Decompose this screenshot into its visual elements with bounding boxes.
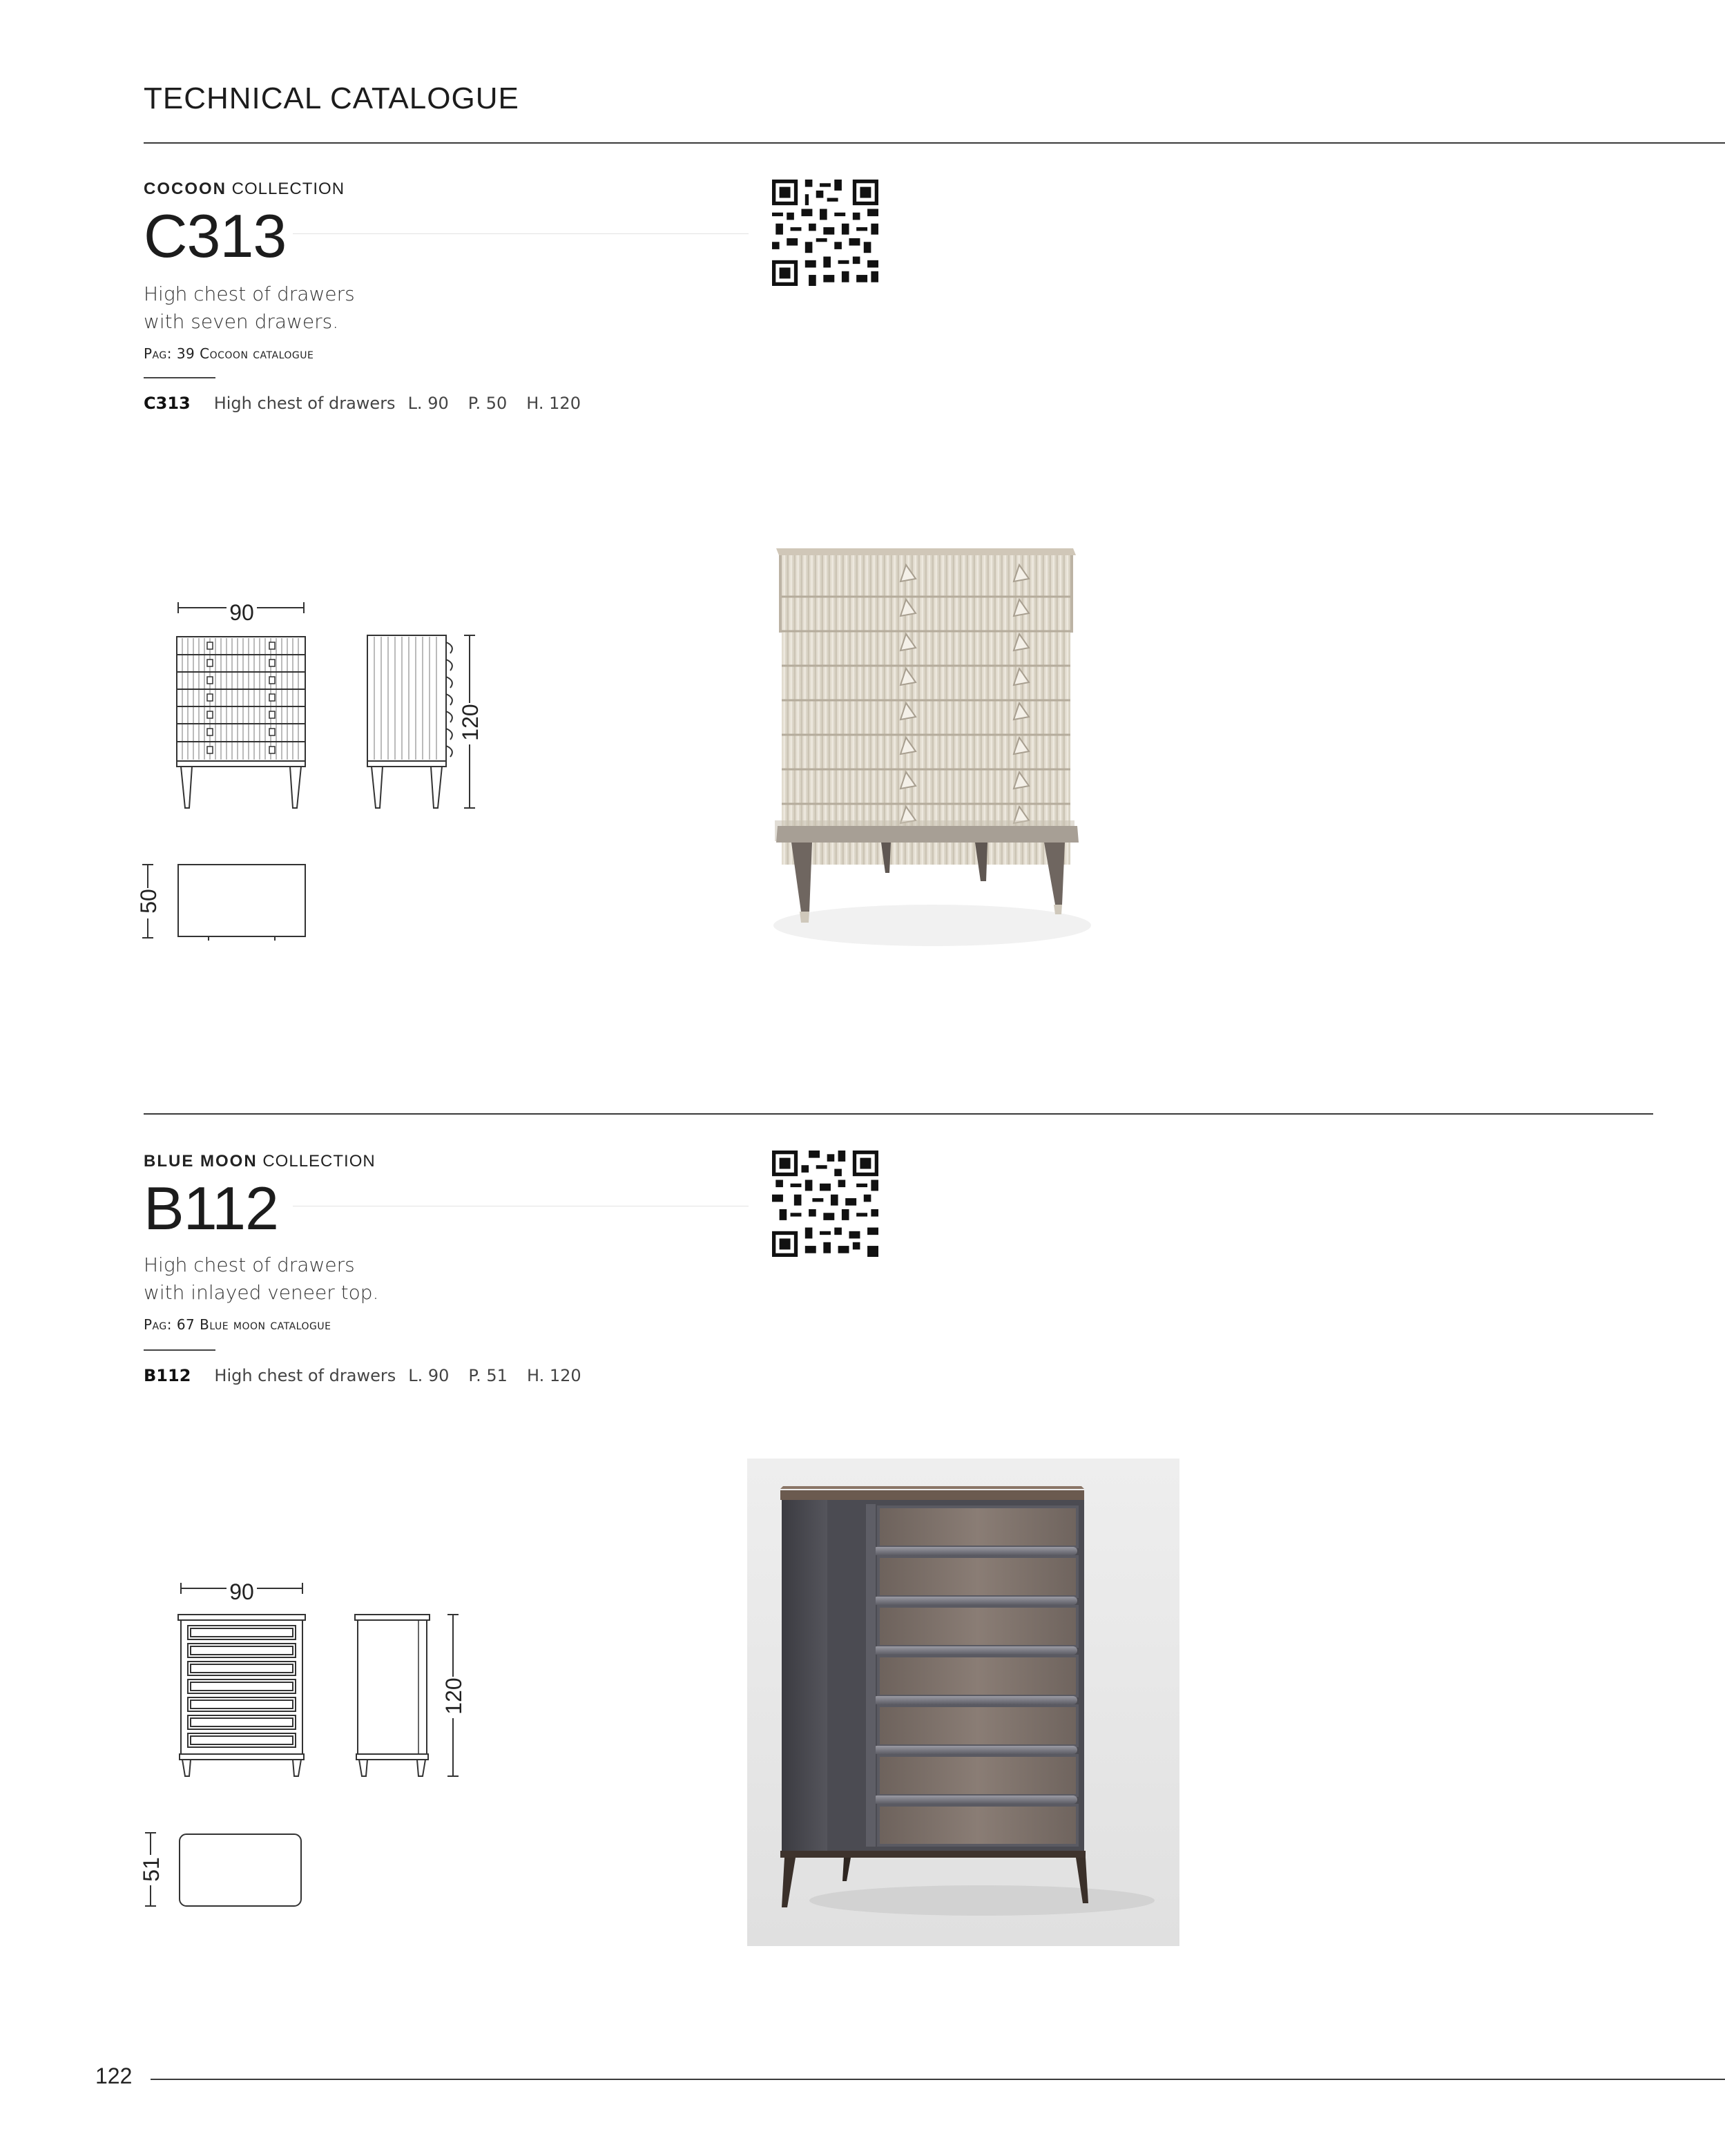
section-divider bbox=[144, 1113, 1653, 1115]
page-title: TECHNICAL CATALOGUE bbox=[144, 81, 519, 115]
page-number: 122 bbox=[95, 2063, 133, 2088]
height-dimension-label: 120 bbox=[441, 1677, 466, 1715]
product-description: High chest of drawers with inlayed veneer top. bbox=[144, 1253, 379, 1304]
front-view-drawing bbox=[171, 1572, 316, 1786]
depth-dimension-label: 50 bbox=[136, 889, 161, 914]
top-view-drawing bbox=[135, 856, 315, 946]
spec-row: C313 High chest of drawers L. 90 P. 50 H. 120 bbox=[144, 394, 581, 413]
front-view-drawing bbox=[166, 594, 318, 815]
collection-label: BLUE MOON COLLECTION bbox=[144, 1152, 376, 1171]
collection-label: COCOON COLLECTION bbox=[144, 180, 345, 198]
width-dimension-label: 90 bbox=[229, 600, 254, 625]
catalogue-reference: Pag: 39 Cocoon catalogue bbox=[144, 345, 314, 362]
product-photo bbox=[747, 1459, 1179, 1946]
title-underline bbox=[293, 233, 749, 234]
header-divider bbox=[144, 142, 1725, 144]
side-view-drawing bbox=[349, 1601, 488, 1787]
qr-code-icon[interactable] bbox=[772, 1151, 878, 1257]
catalogue-reference: Pag: 67 Blue moon catalogue bbox=[144, 1316, 331, 1333]
side-view-drawing bbox=[359, 622, 497, 822]
reference-divider bbox=[144, 377, 215, 378]
product-photo bbox=[746, 511, 1119, 981]
footer-divider bbox=[151, 2079, 1725, 2080]
product-code-title: C313 bbox=[144, 202, 287, 270]
spec-row: B112 High chest of drawers L. 90 P. 51 H. 120 bbox=[144, 1366, 581, 1385]
product-code-title: B112 bbox=[144, 1174, 278, 1242]
product-description: High chest of drawers with seven drawers. bbox=[144, 282, 355, 333]
width-dimension-label: 90 bbox=[229, 1579, 254, 1604]
qr-code-icon[interactable] bbox=[772, 180, 878, 286]
height-dimension-label: 120 bbox=[458, 704, 483, 741]
depth-dimension-label: 51 bbox=[139, 1857, 164, 1882]
reference-divider bbox=[144, 1349, 215, 1351]
top-view-drawing bbox=[135, 1826, 315, 1914]
